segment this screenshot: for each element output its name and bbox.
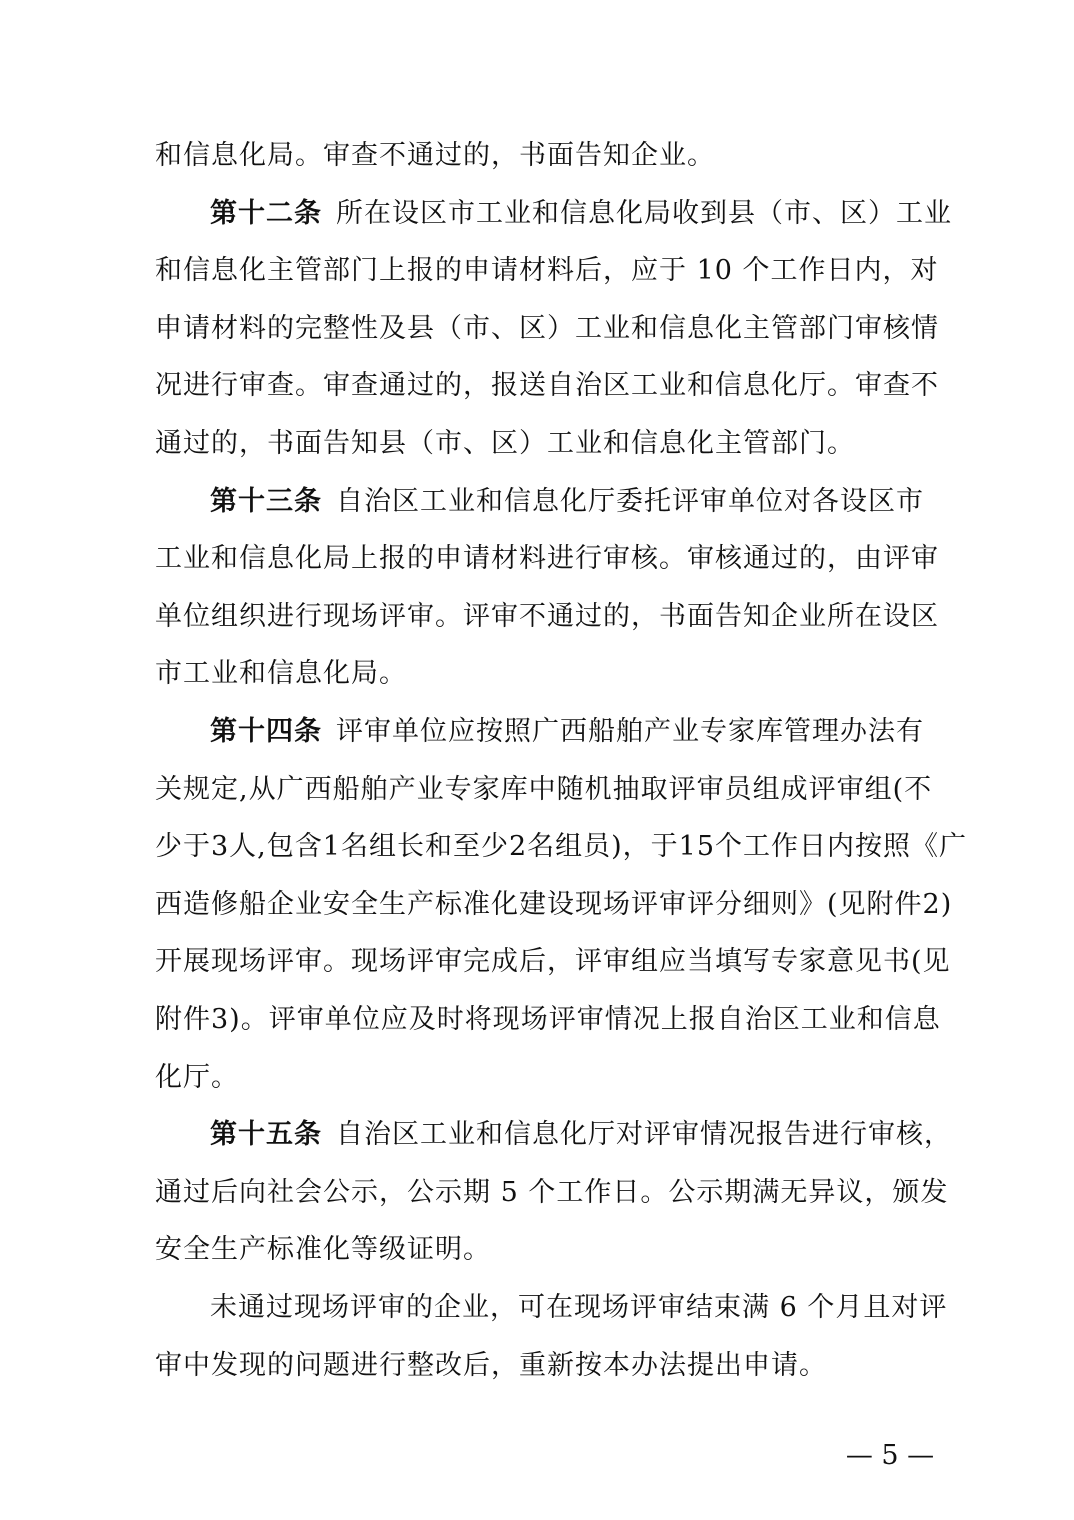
text-line: 市工业和信息化局。	[155, 658, 407, 690]
text-line: 少于3人,包含1名组长和至少2名组员)，于15个工作日内按照《广	[155, 831, 968, 863]
text-line: 况进行审查。审查通过的，报送自治区工业和信息化厅。审查不	[155, 370, 939, 402]
article-text: 所在设区市工业和信息化局收到县（市、区）工业	[336, 197, 952, 229]
article-heading: 第十三条	[210, 485, 322, 517]
article-heading: 第十五条	[210, 1119, 322, 1151]
text-line	[210, 1288, 948, 1328]
page-number: — 5 —	[845, 1440, 935, 1471]
text-line: 工业和信息化局上报的申请材料进行审核。审核通过的，由评审	[155, 543, 939, 575]
text-line: 附件3)。评审单位应及时将现场评审情况上报自治区工业和信息	[155, 1004, 941, 1035]
text-line: 单位组织进行现场评审。评审不通过的，书面告知企业所在设区	[155, 600, 939, 632]
text-line	[210, 194, 952, 234]
text-line: 和信息化局。审查不通过的，书面告知企业。	[155, 140, 715, 171]
text-line: 申请材料的完整性及县（市、区）工业和信息化主管部门审核情	[155, 312, 939, 344]
article-heading: 第十二条	[210, 197, 322, 229]
article-text: 未通过现场评审的企业，可在现场评审结束满 6 个月且对评	[210, 1292, 948, 1323]
text-line: 通过的，书面告知县（市、区）工业和信息化主管部门。	[155, 428, 855, 459]
text-line: 审中发现的问题进行整改后，重新按本办法提出申请。	[155, 1349, 827, 1381]
text-line	[210, 712, 945, 752]
text-line: 关规定,从广西船舶产业专家库中随机抽取评审员组成评审组(不	[155, 773, 933, 805]
text-line	[210, 1115, 952, 1155]
text-line: 安全生产标准化等级证明。	[155, 1234, 491, 1266]
article-text: 自治区工业和信息化厅对评审情况报告进行审核，	[336, 1119, 952, 1151]
text-line: 西造修船企业安全生产标准化建设现场评审评分细则》(见附件2)	[155, 888, 953, 920]
article-text: 自治区工业和信息化厅委托评审单位对各设区市	[336, 485, 924, 517]
text-line: 化厅。	[155, 1061, 239, 1093]
text-line: 通过后向社会公示，公示期 5 个工作日。公示期满无异议，颁发	[155, 1176, 949, 1208]
article-text: 评审单位应按照广西船舶产业专家库管理办法有	[336, 716, 924, 747]
text-line: 开展现场评审。现场评审完成后，评审组应当填写专家意见书(见	[155, 946, 951, 978]
text-line: 和信息化主管部门上报的申请材料后，应于 10 个工作日内，对	[155, 255, 939, 287]
text-line	[210, 482, 945, 522]
article-heading: 第十四条	[210, 716, 322, 747]
